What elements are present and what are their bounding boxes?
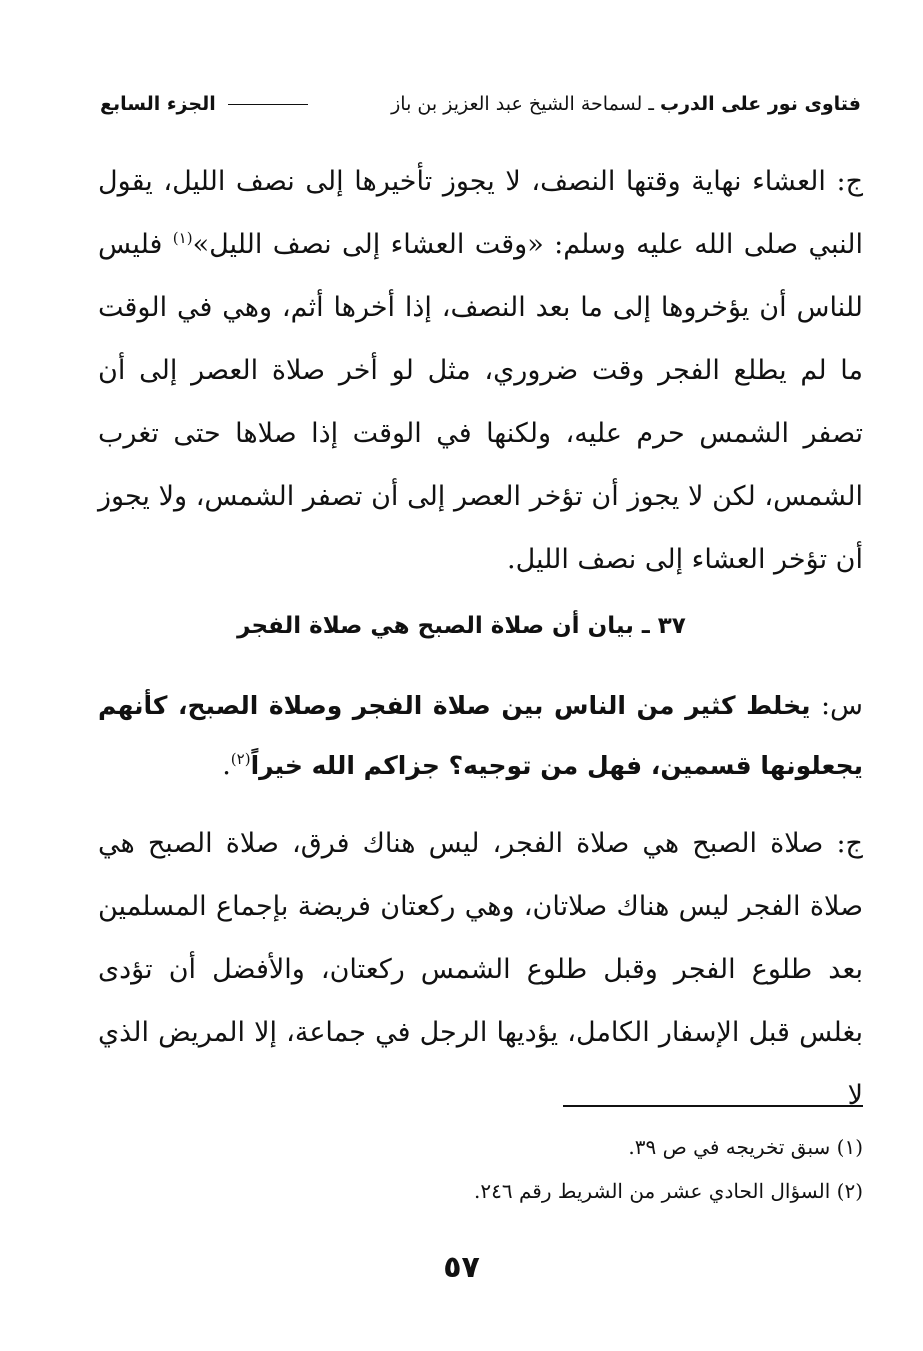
volume-label: الجزء السابع [100, 93, 216, 115]
answer-paragraph-1 [98, 150, 863, 591]
footnote-1: (١) سبق تخريجه في ص ٣٩. [628, 1135, 863, 1159]
question-body: يخلط كثير من الناس بين صلاة الفجر وصلاة الصبح، كأنهم يجعلونها قسمين، فهل من توجيه؟ جزاكم الله خيراً [98, 691, 863, 780]
footnotes [98, 1125, 863, 1213]
answer-paragraph-2: ج: صلاة الصبح هي صلاة الفجر، ليس هناك فرق، صلاة الصبح هي صلاة الفجر ليس هناك صلاتان، وهي ركعتان فريضة بإجماع المسلمين بعد طلوع الفجر وقبل طلوع الشمس ركعتان، والأفضل أن تؤدى بغلس قبل الإسفار الكامل، يؤديها الرجل في جماعة، إلا المريض الذي لا [98, 828, 863, 1111]
header-title-group [391, 93, 861, 115]
header-dash-line [228, 104, 308, 105]
header-volume-group [96, 93, 314, 115]
running-header [96, 86, 861, 122]
page-number: ٥٧ [443, 1250, 480, 1285]
footnote-2: (٢) السؤال الحادي عشر من الشريط رقم ٢٤٦. [474, 1179, 863, 1203]
question-paragraph [98, 676, 863, 796]
footnote-ref-2: (٢) [230, 750, 251, 768]
section-heading: ٣٧ ـ بيان أن صلاة الصبح هي صلاة الفجر [237, 613, 686, 639]
question-prefix: س: [810, 690, 863, 721]
question-end: . [222, 750, 231, 781]
footnote-ref-1: (١) [172, 229, 193, 247]
header-separator: ـ [648, 93, 654, 115]
answer-1-text-a: ج: العشاء نهاية وقتها النصف، لا يجوز تأخيرها إلى نصف الليل، يقول النبي صلى الله عليه وسلم: «وقت العشاء إلى نصف الليل» [98, 166, 863, 260]
author-name: لسماحة الشيخ عبد العزيز بن باز [391, 93, 643, 115]
book-title: فتاوى نور على الدرب [660, 93, 861, 115]
answer-1-text-b: فليس للناس أن يؤخروها إلى ما بعد النصف، إذا أخرها أثم، وهي في الوقت ما لم يطلع الفجر وقت ضروري، مثل لو أخر صلاة العصر إلى أن تصفر الشمس حرم عليه، ولكنها في الوقت إذا صلاها حتى تغرب الشمس، لكن لا يجوز أن تؤخر العصر إلى أن تصفر الشمس، ولا يجوز أن تؤخر العشاء إلى نصف الليل. [98, 229, 863, 575]
footnote-divider [563, 1105, 863, 1107]
